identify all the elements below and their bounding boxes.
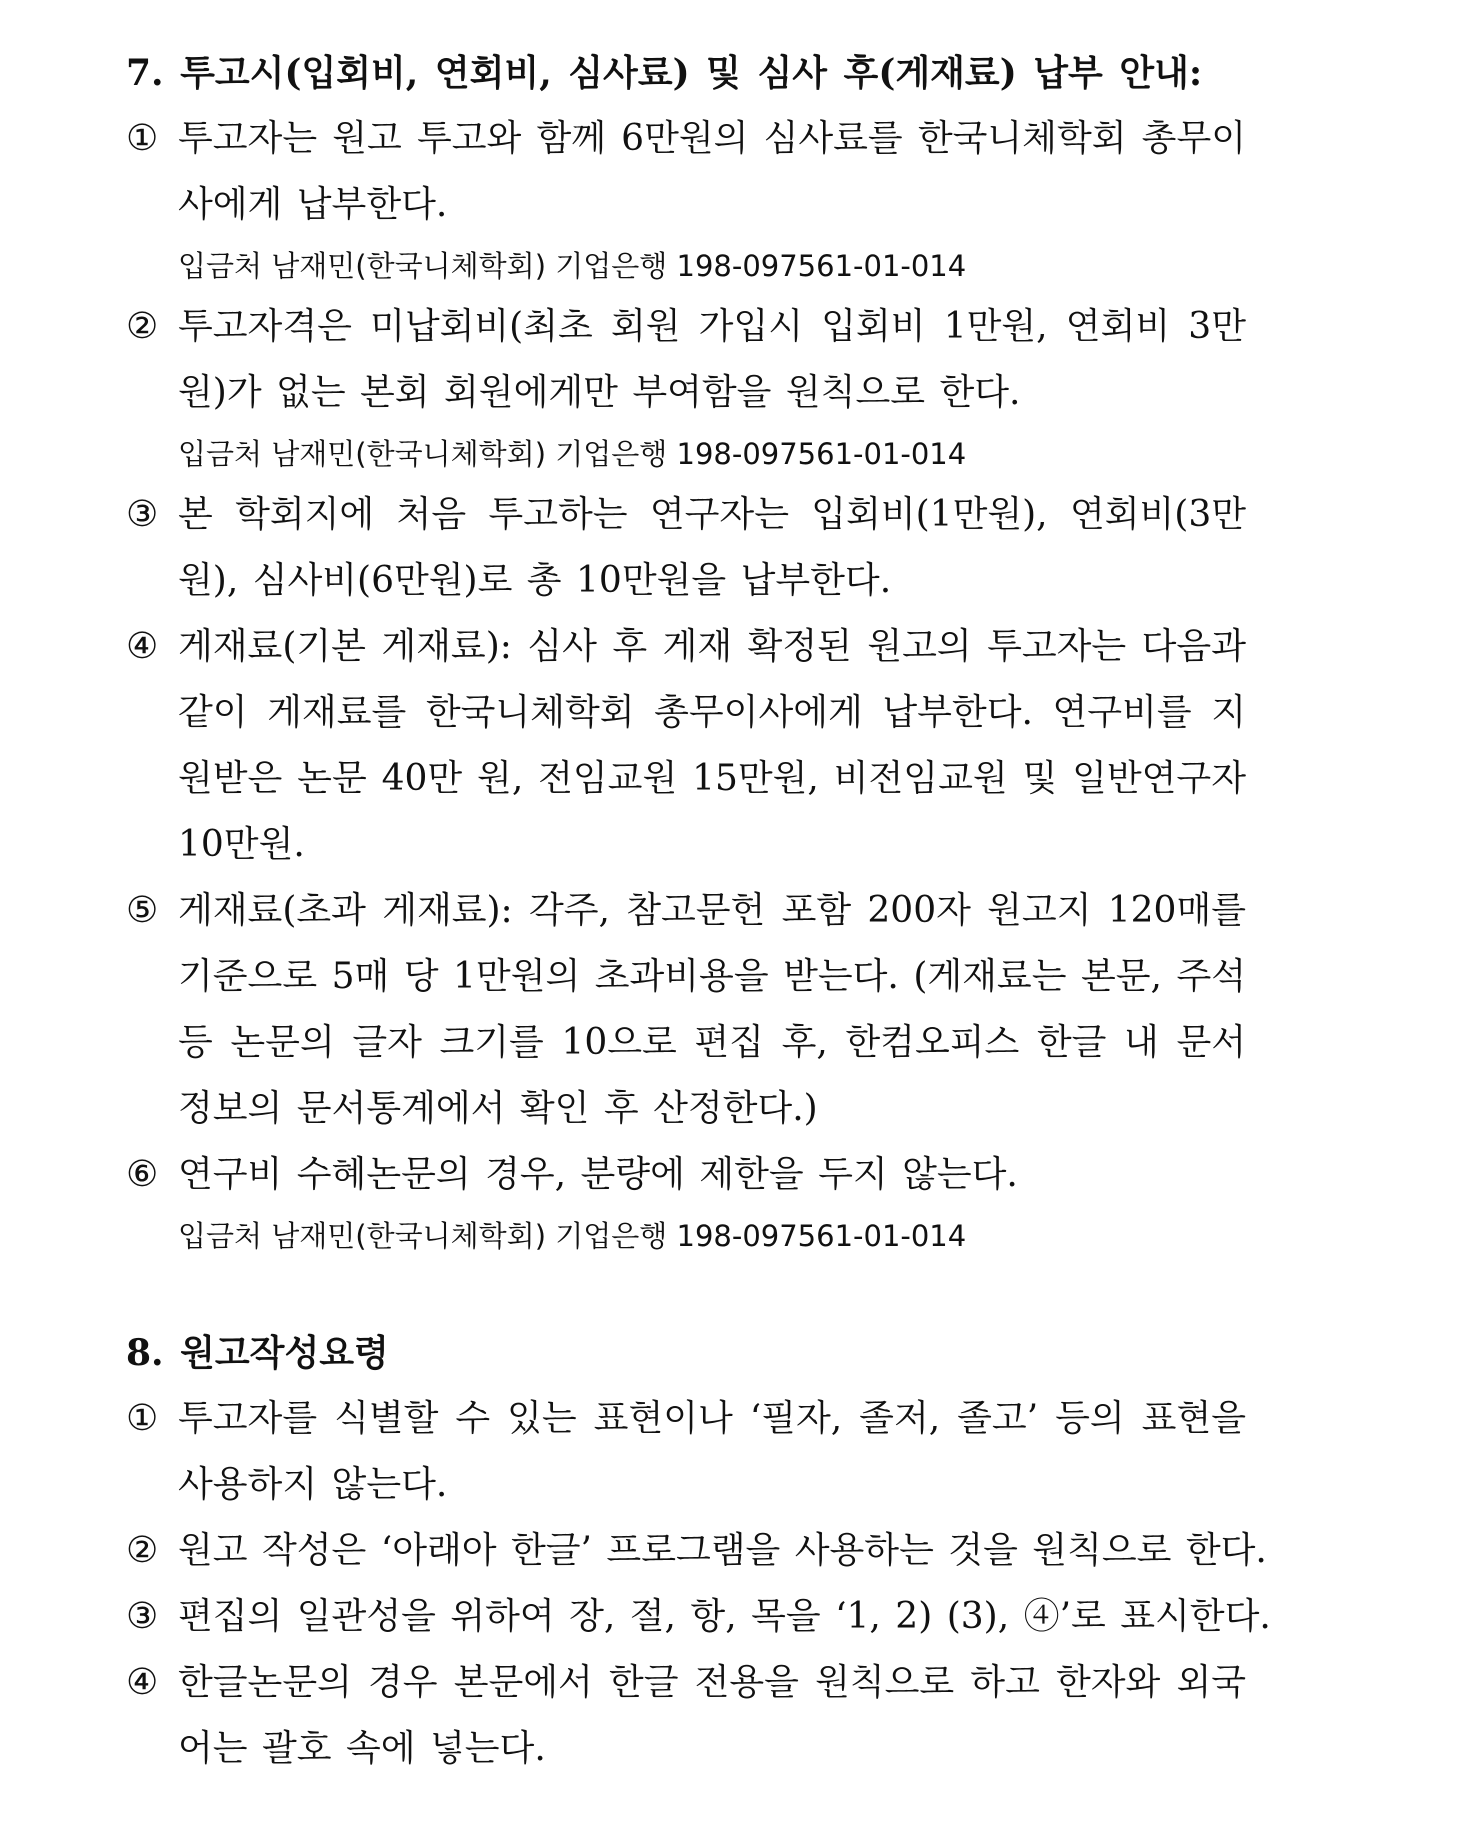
- section-8-heading: 8. 원고작성요령: [126, 1332, 389, 1374]
- item-marker: ①: [126, 118, 159, 159]
- item-text: 투고자는 원고 투고와 함께 6만원의 심사료를 한국니체학회 총무이사에게 납부한다.: [178, 118, 1246, 225]
- item-text: 게재료(초과 게재료): 각주, 참고문헌 포함 200자 원고지 120매를 기준으로 5매 당 1만원의 초과비용을 받는다. (게재료는 본문, 주석 등 논문의 글자 크기를 10으로 편집 후, 한컴오피스 한글 내 문서정보의 문서통계에서 확인 후 산정한다.): [178, 890, 1246, 1129]
- section-7-item-2: [126, 294, 1246, 426]
- bank-account-info: 입금처 남재민(한국니체학회) 기업은행 198-097561-01-014: [178, 1219, 967, 1253]
- section-8-item-3: [126, 1584, 1271, 1650]
- bank-account-info: 입금처 남재민(한국니체학회) 기업은행 198-097561-01-014: [178, 249, 967, 283]
- item-text: 연구비 수혜논문의 경우, 분량에 제한을 두지 않는다.: [178, 1154, 1018, 1195]
- item-text: 편집의 일관성을 위하여 장, 절, 항, 목을 ‘1, 2) (3), ④’로 표시한다.: [178, 1596, 1271, 1637]
- item-text: 게재료(기본 게재료): 심사 후 게재 확정된 원고의 투고자는 다음과 같이 게재료를 한국니체학회 총무이사에게 납부한다. 연구비를 지원받은 논문 40만 원, 전임교원 15만원, 비전임교원 및 일반연구자 10만원.: [178, 626, 1246, 865]
- item-marker: ④: [126, 1662, 159, 1703]
- section-8-item-1: [126, 1386, 1246, 1518]
- section-7-item-1: [126, 106, 1246, 238]
- item-marker: ②: [126, 306, 159, 347]
- item-marker: ③: [126, 1596, 159, 1637]
- bank-account-info: 입금처 남재민(한국니체학회) 기업은행 198-097561-01-014: [178, 437, 967, 471]
- item-text: 본 학회지에 처음 투고하는 연구자는 입회비(1만원), 연회비(3만원), 심사비(6만원)로 총 10만원을 납부한다.: [178, 494, 1246, 601]
- section-7-item-3: [126, 482, 1246, 614]
- section-8-item-4: [126, 1650, 1246, 1782]
- item-text: 한글논문의 경우 본문에서 한글 전용을 원칙으로 하고 한자와 외국어는 괄호 속에 넣는다.: [178, 1662, 1246, 1769]
- section-7-item-5: [126, 878, 1246, 1142]
- document-page: [126, 40, 1271, 1782]
- item-text: 원고 작성은 ‘아래아 한글’ 프로그램을 사용하는 것을 원칙으로 한다.: [178, 1530, 1267, 1571]
- section-7-item-6: [126, 1142, 1246, 1208]
- item-marker: ③: [126, 494, 159, 535]
- item-marker: ⑤: [126, 890, 159, 931]
- item-marker: ④: [126, 626, 159, 667]
- section-7-item-4: [126, 614, 1246, 878]
- section-gap: [126, 1264, 1246, 1320]
- item-text: 투고자격은 미납회비(최초 회원 가입시 입회비 1만원, 연회비 3만원)가 없는 본회 회원에게만 부여함을 원칙으로 한다.: [178, 306, 1246, 413]
- item-marker: ①: [126, 1398, 159, 1439]
- section-8-item-2: [126, 1518, 1267, 1584]
- item-marker: ⑥: [126, 1154, 159, 1195]
- section-7-heading: 7. 투고시(입회비, 연회비, 심사료) 및 심사 후(게재료) 납부 안내:: [126, 52, 1203, 94]
- item-marker: ②: [126, 1530, 159, 1571]
- item-text: 투고자를 식별할 수 있는 표현이나 ‘필자, 졸저, 졸고’ 등의 표현을 사용하지 않는다.: [178, 1398, 1246, 1505]
